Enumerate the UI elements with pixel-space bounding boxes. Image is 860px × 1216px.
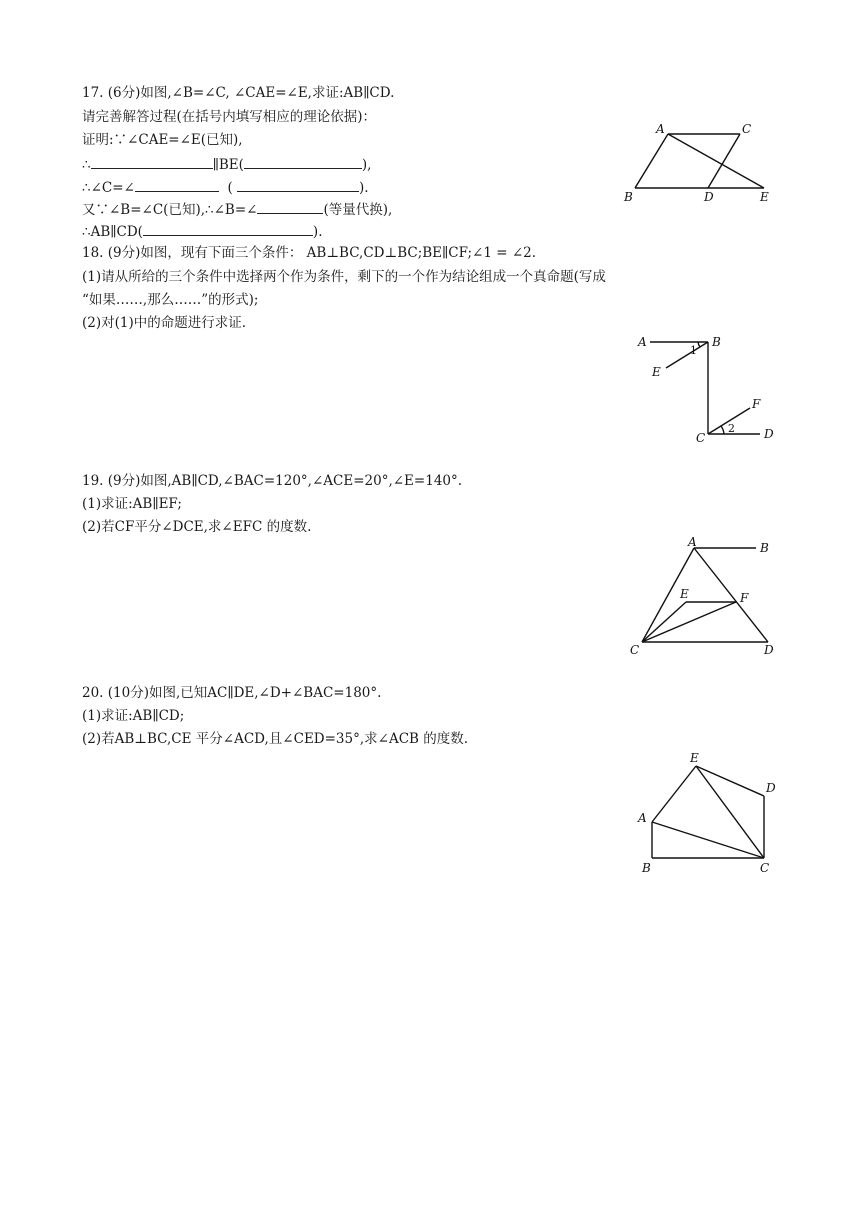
- q17-step5-text: ∴AB∥CD(: [82, 224, 143, 240]
- q17-blank-4[interactable]: [237, 177, 359, 192]
- q18-angle-2-arc: [721, 426, 724, 434]
- q17-step4-text: 又∵∠B=∠C(已知),∴∠B=∠: [82, 202, 258, 218]
- q19-title: 19. (9分)如图,AB∥CD,∠BAC=120°,∠ACE=20°,∠E=140°.: [82, 473, 463, 489]
- q20-part1: (1)求证:AB∥CD;: [82, 708, 185, 724]
- q17-segment-ab: [635, 134, 668, 188]
- q19-part1: (1)求证:AB∥EF;: [82, 496, 182, 512]
- q18-figure: [628, 328, 788, 448]
- q17-figure: [618, 118, 788, 210]
- q18-label-b: B: [712, 335, 721, 349]
- q18-label-2: 2: [728, 422, 735, 435]
- q20-title: 20. (10分)如图,已知AC∥DE,∠D+∠BAC=180°.: [82, 685, 382, 701]
- q19-part2: (2)若CF平分∠DCE,求∠EFC 的度数.: [82, 519, 312, 535]
- q17-step2-parallel: ∥BE(: [212, 157, 244, 173]
- q18-label-1: 1: [690, 344, 697, 357]
- q17-segment-cd: [708, 134, 740, 188]
- q17-step3: [82, 177, 369, 197]
- q17-step5: [82, 221, 322, 241]
- q17-title: 17. (6分)如图,∠B=∠C, ∠CAE=∠E,求证:AB∥CD.: [82, 85, 395, 101]
- q20-part2: (2)若AB⊥BC,CE 平分∠ACD,且∠CED=35°,求∠ACB 的度数.: [82, 731, 469, 747]
- q17-blank-1[interactable]: [91, 154, 213, 169]
- q20-segment-ec: [696, 766, 764, 858]
- q19-figure: [622, 534, 792, 658]
- q20-label-d: D: [766, 781, 776, 795]
- q18-part1-line1: (1)请从所给的三个条件中选择两个作为条件，剩下的一个作为结论组成一个真命题(写成: [82, 269, 606, 285]
- q19-label-b: B: [760, 541, 769, 555]
- q19-label-e: E: [680, 587, 689, 601]
- q20-segment-ae: [652, 766, 696, 822]
- q17-blank-6[interactable]: [143, 221, 313, 236]
- q17-step2-therefore: ∴: [82, 157, 91, 173]
- q19-label-d: D: [764, 643, 774, 657]
- q20-segment-ed: [696, 766, 764, 796]
- q17-segment-ae: [668, 134, 764, 188]
- q18-segment-be: [666, 342, 708, 368]
- q18-part2: (2)对(1)中的命题进行求证.: [82, 315, 247, 331]
- q19-label-a: A: [688, 535, 697, 549]
- q20-figure: [632, 746, 792, 878]
- q18-angle-1-arc: [698, 342, 700, 347]
- q17-step2: [82, 154, 371, 174]
- q17-label-d: D: [704, 190, 714, 204]
- q18-label-e: E: [652, 365, 661, 379]
- q17-step4: [82, 199, 392, 219]
- q20-label-a: A: [638, 811, 647, 825]
- q17-step3-angle: ∴∠C=∠: [82, 180, 135, 196]
- q20-label-c: C: [760, 861, 770, 875]
- q17-label-c: C: [742, 122, 752, 136]
- q17-blank-3[interactable]: [135, 177, 219, 192]
- q17-blank-5[interactable]: [257, 199, 323, 214]
- q18-label-f: F: [752, 397, 761, 411]
- q19-segment-ce: [642, 602, 686, 642]
- q18-title: 18. (9分)如图，现有下面三个条件： AB⊥BC,CD⊥BC;BE∥CF;∠1 = ∠2.: [82, 245, 537, 261]
- q17-step3-open: (: [227, 180, 233, 196]
- q17-label-a: A: [656, 122, 665, 136]
- q20-segment-ac: [652, 822, 764, 858]
- q17-label-e: E: [760, 190, 769, 204]
- q17-blank-2[interactable]: [244, 154, 362, 169]
- q20-label-b: B: [642, 861, 651, 875]
- q18-label-d: D: [764, 427, 774, 441]
- q17-step2-close: ),: [361, 157, 372, 173]
- q20-label-e: E: [690, 751, 699, 765]
- q17-instruction: 请完善解答过程(在括号内填写相应的理论依据)：: [82, 109, 377, 125]
- q17-step4-reason: (等量代换),: [323, 202, 393, 218]
- q18-label-a: A: [638, 335, 647, 349]
- q17-step1: 证明:∵∠CAE=∠E(已知),: [82, 132, 243, 148]
- q17-label-b: B: [624, 190, 633, 204]
- q19-segment-ad: [694, 548, 768, 642]
- q17-step5-close: ).: [312, 224, 323, 240]
- q19-label-f: F: [740, 591, 749, 605]
- q18-part1-line2: “如果……,那么……”的形式);: [82, 292, 259, 308]
- q17-step3-close: ).: [359, 180, 369, 196]
- q19-label-c: C: [630, 643, 640, 657]
- q18-label-c: C: [696, 431, 706, 445]
- q19-segment-cf: [642, 602, 736, 642]
